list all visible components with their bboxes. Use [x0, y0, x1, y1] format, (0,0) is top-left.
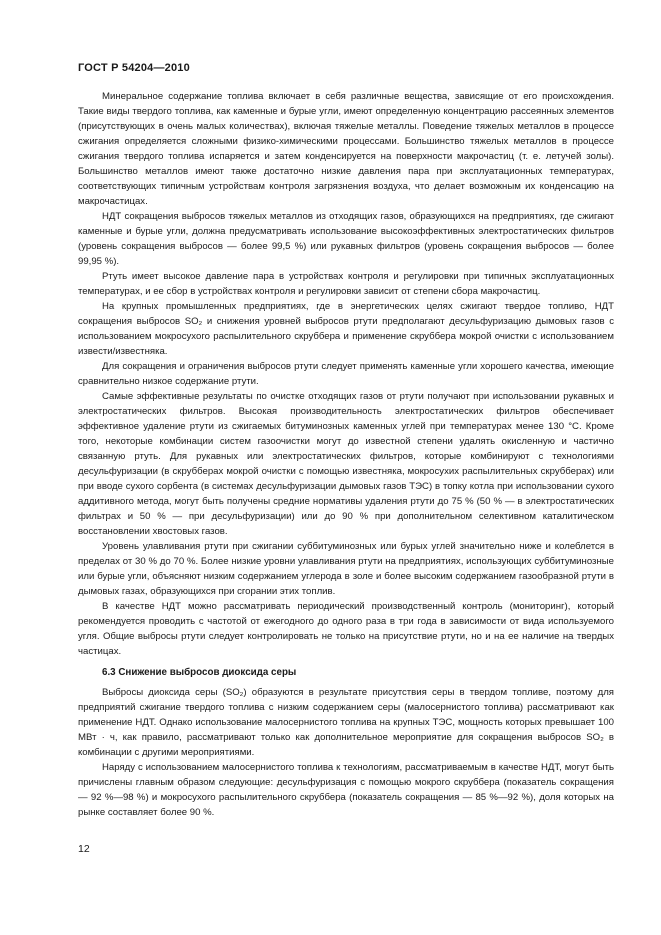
paragraph: Выбросы диоксида серы (SO₂) образуются в результате присутствия серы в твердом топливе, поэтому для предприятий сжигание твердого топлива с низким содержанием серы (малосернистого топлива) рассматривают как применение НДТ. Однако использование малосернистого топлива на крупных ТЭС, мощность которых превышает 100 МВт · ч, как правило, рассматривают только как дополнительное мероприятие для сокращения выбросов SO₂ в комбинации с другими мероприятиями. — [78, 687, 614, 758]
document-header: ГОСТ Р 54204—2010 — [78, 62, 190, 74]
paragraph: Уровень улавливания ртути при сжигании суббитуминозных или бурых углей значительно ниже и колеблется в пределах от 30 % до 70 %. Более низкие уровни улавливания ртути на предприятиях, использующих суббитуминозные или бурые угли, объясняют низким содержанием углерода в золе и более высоким содержанием газообразной ртути в дымовых газах, образующихся при сгорании этих топлив. — [78, 541, 614, 597]
paragraph: Минеральное содержание топлива включает в себя различные вещества, зависящие от его происхождения. Такие виды твердого топлива, как каменные и бурые угли, имеют определенную концентрацию рассеянных элементов (присутствующих в очень малых количествах), включая тяжелые металлы. Поведение тяжелых металлов в процессе сжигания определяется сложными физико-химическими процессами. Большинство тяжелых металлов в процессе сжигания твердого топлива испаряется и затем конденсируется на поверхности макрочастиц (т. е. летучей золы). Большинство металлов имеют также достаточно низкие давления пара при эксплуатационных температурах, соответствующих типичным устройствам контроля загрязнения воздуха, что делает возможным их конденсацию на макрочастицах. — [78, 91, 614, 207]
paragraph: Ртуть имеет высокое давление пара в устройствах контроля и регулировки при типичных эксплуатационных температурах, и ее сбор в устройствах контроля и регулировки зависит от степени сбора макрочастиц. — [78, 271, 614, 297]
paragraph: НДТ сокращения выбросов тяжелых металлов из отходящих газов, образующихся на предприятиях, где сжигают каменные и бурые угли, должна предусматривать использование высокоэффективных электростатических фильтров (уровень сокращения выбросов — более 99,5 %) или рукавных фильтров (уровень сокращения выбросов — более 99,95 %). — [78, 211, 614, 267]
section-heading: 6.3 Снижение выбросов диоксида серы — [102, 667, 297, 678]
document-body — [78, 89, 614, 820]
paragraph: На крупных промышленных предприятиях, где в энергетических целях сжигают твердое топливо, НДТ сокращения выбросов SO₂ и снижения уровней выбросов ртути предполагают десульфуризацию дымовых газов с использованием мокросухого распылительного скруббера и применение скруббера мокрой очистки с использованием извести/известняка. — [78, 301, 614, 357]
paragraph: Для сокращения и ограничения выбросов ртути следует применять каменные угли хорошего качества, имеющие сравнительно низкое содержание ртути. — [78, 361, 614, 387]
paragraph: Самые эффективные результаты по очистке отходящих газов от ртути получают при использовании рукавных и электростатических фильтров. Высокая производительность электростатических фильтров обеспечивает эффективное удаление ртути из сжигаемых битуминозных каменных углей при температурах менее 130 °С. Кроме того, некоторые комбинации систем газоочистки могут до известной степени удалять окисленную и частично связанную ртуть. Для рукавных или электростатических фильтров, которые комбинируют с технологиями десульфуризации (в скрубберах мокрой очистки с помощью известняка, мокросухих распылительных скрубберах) или при вводе сухого сорбента (в системах десульфуризации дымовых газов ТЭС) в топку котла при использовании сухого аддитивного метода, могут быть получены средние нормативы удаления ртути до 75 % (50 % — в электростатических фильтрах и 50 % — при десульфуризации) или до 90 % при дополнительном селективном каталитическом восстановлении хвостовых газов. — [78, 391, 614, 537]
paragraph: В качестве НДТ можно рассматривать периодический производственный контроль (мониторинг), который рекомендуется проводить с частотой от ежегодного до одного раза в три года в зависимости от вида используемого угля. Общие выбросы ртути следует контролировать не только на присутствие ртути, но и на ее наличие на твердых частицах. — [78, 601, 614, 657]
page-number: 12 — [78, 843, 90, 855]
paragraph: Наряду с использованием малосернистого топлива к технологиям, рассматриваемым в качестве НДТ, могут быть причислены главным образом следующие: десульфуризация с помощью мокрого скруббера (показатель сокращения — 92 %—98 %) и мокросухого распылительного скруббера (показатель сокращения — 85 %—92 %), доля которых на рынке составляет более 90 %. — [78, 762, 614, 818]
